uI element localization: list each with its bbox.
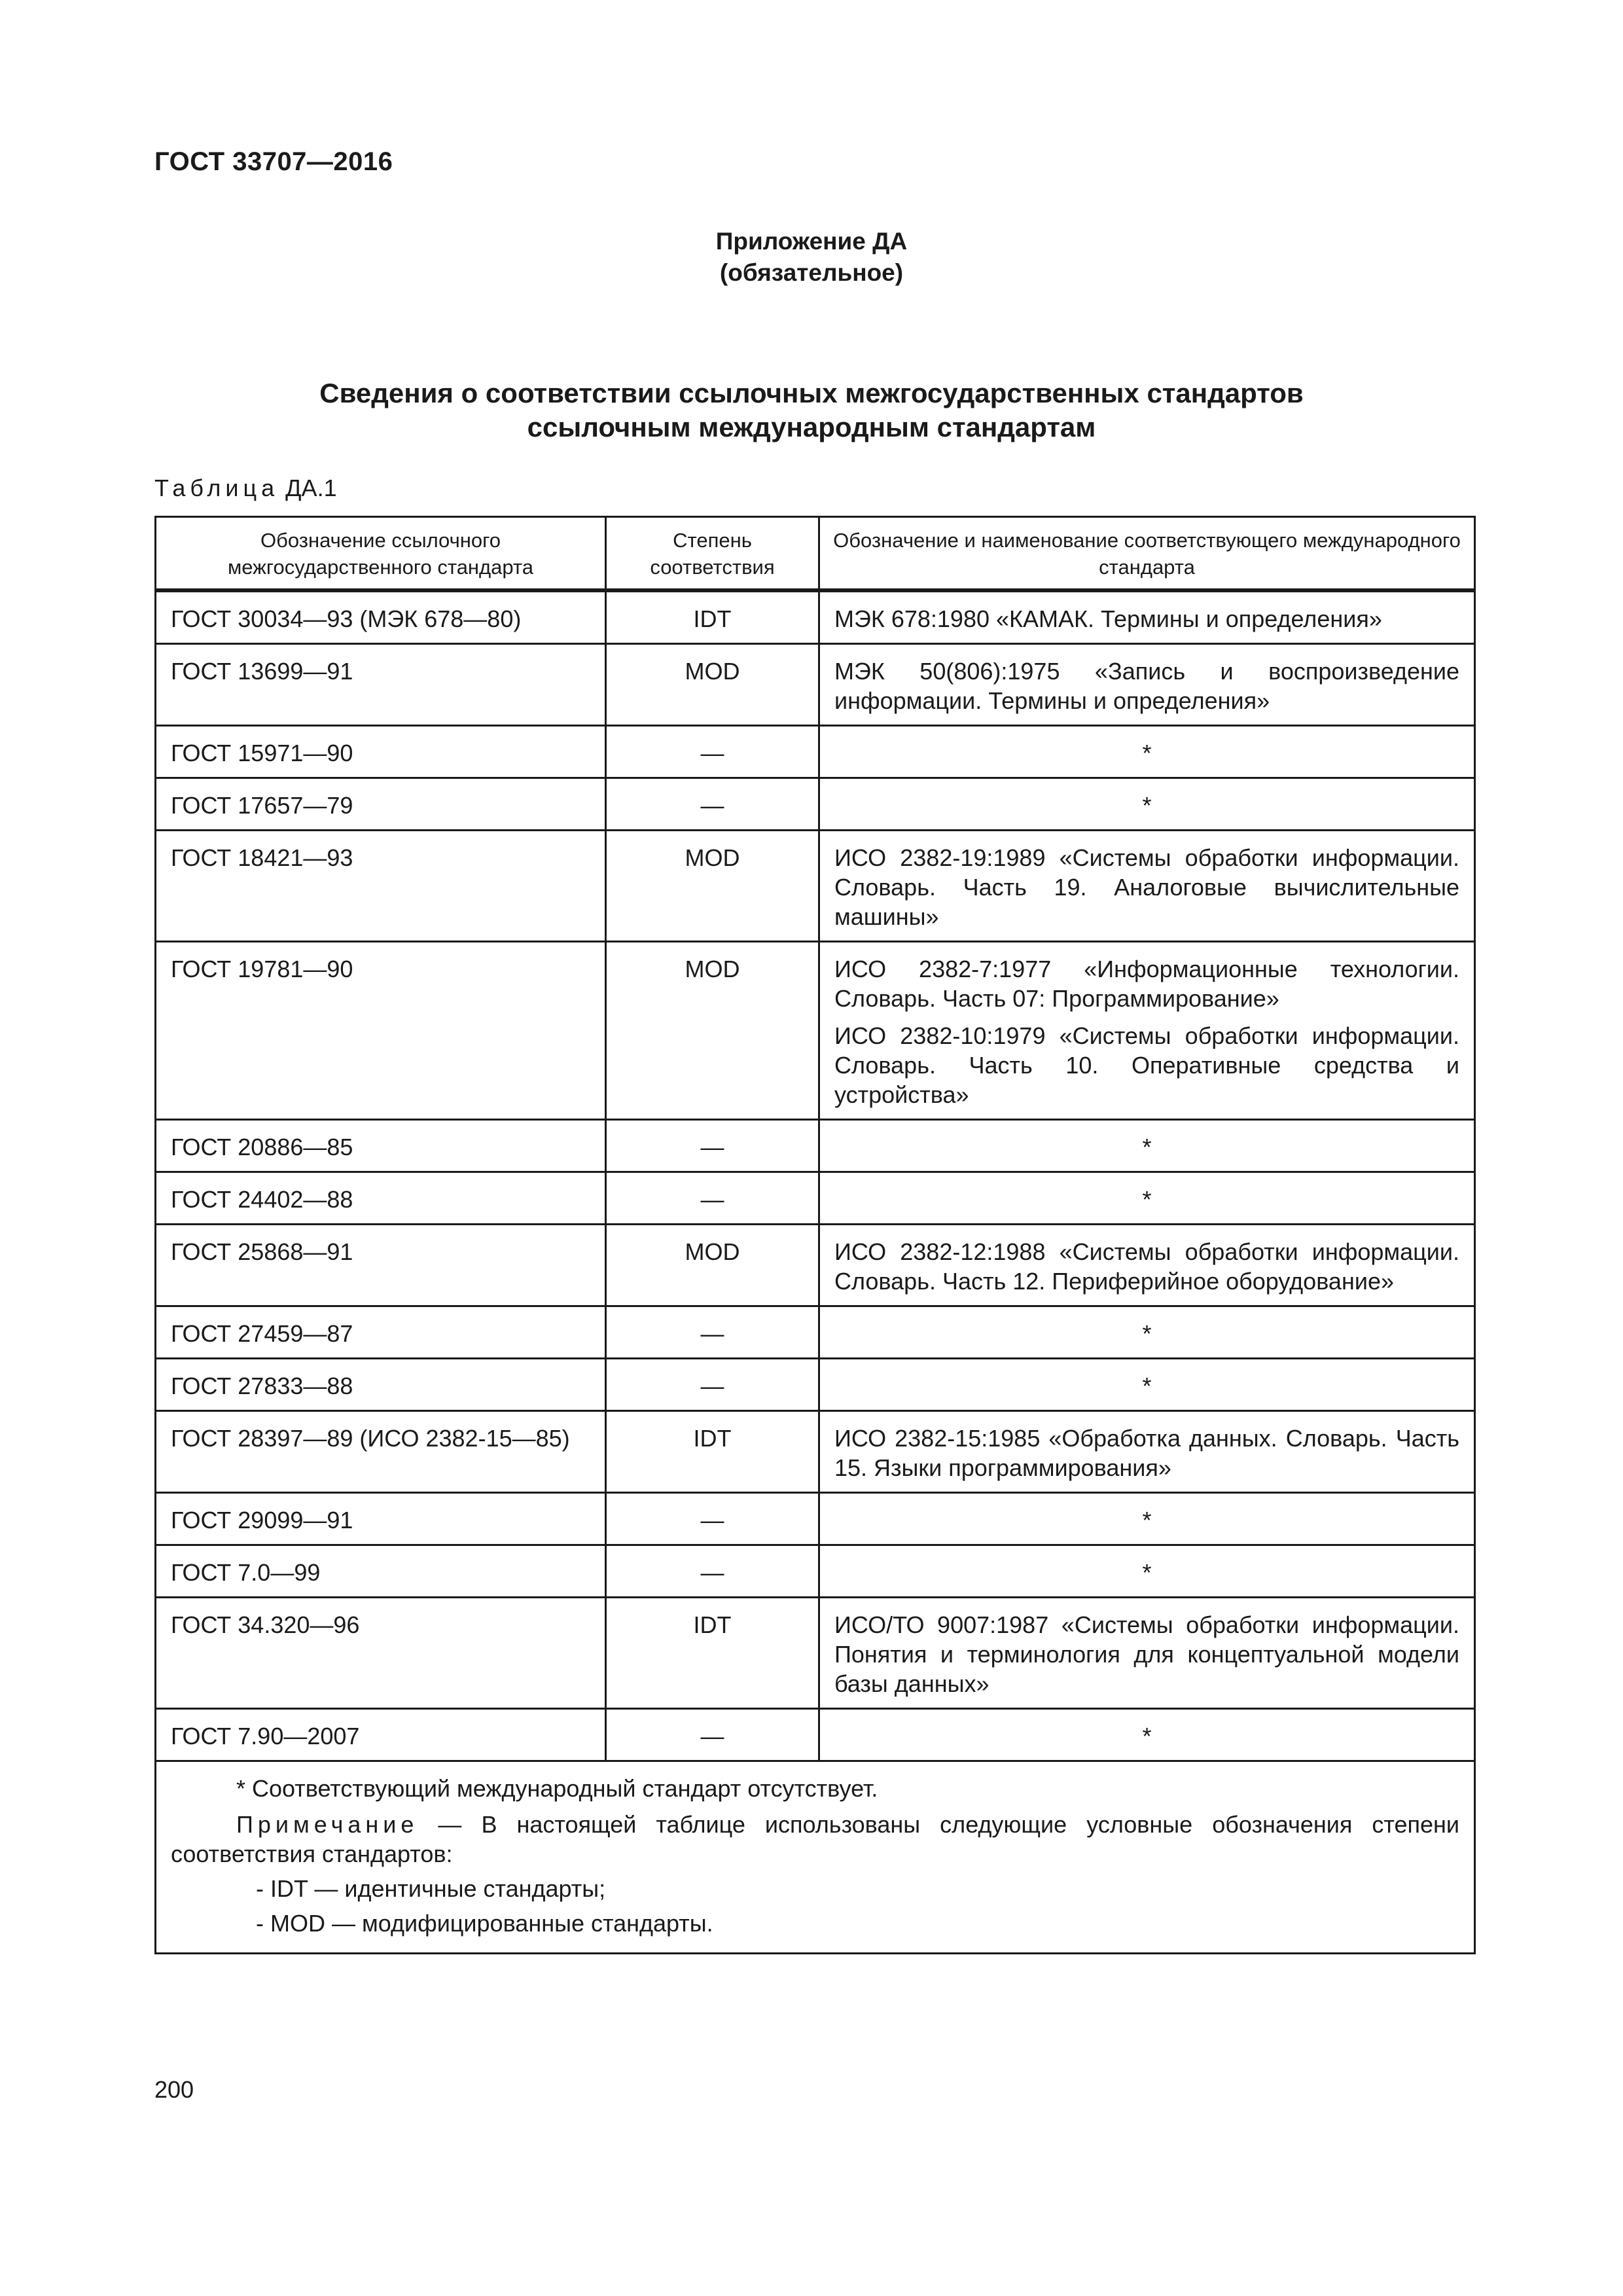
international-standard-entry: * xyxy=(1142,740,1152,766)
cell-degree: MOD xyxy=(606,942,819,1120)
section-title-line-2: ссылочным международным стандартам xyxy=(527,412,1096,442)
international-standard-entry: * xyxy=(1142,1507,1152,1534)
cell-degree: — xyxy=(606,1120,819,1172)
header-international: Обозначение и наименование соответствующего международного стандарта xyxy=(819,517,1475,591)
table-row xyxy=(156,778,1475,831)
table-row xyxy=(156,1172,1475,1225)
cell-standard-designation: ГОСТ 15971—90 xyxy=(156,726,606,778)
international-standard-entry: ИСО 2382-10:1979 «Системы обработки информации. Словарь. Часть 10. Оперативные средства и устройства» xyxy=(834,1022,1459,1108)
cell-international-standard xyxy=(819,1598,1475,1709)
cell-degree: MOD xyxy=(606,1225,819,1306)
cell-standard-designation: ГОСТ 20886—85 xyxy=(156,1120,606,1172)
note-item: - IDT — идентичные стандарты; xyxy=(256,1875,606,1902)
table-body xyxy=(156,590,1475,1761)
page-number: 200 xyxy=(154,2076,194,2103)
cell-degree: — xyxy=(606,778,819,831)
cell-international-standard xyxy=(819,1172,1475,1225)
table-row xyxy=(156,644,1475,726)
footnote: * Соответствующий международный стандарт отсутствует. xyxy=(236,1775,878,1802)
correspondence-table xyxy=(154,516,1476,1954)
international-standard-entry: * xyxy=(1142,792,1152,819)
cell-standard-designation: ГОСТ 28397—89 (ИСО 2382-15—85) xyxy=(156,1411,606,1493)
cell-international-standard xyxy=(819,1359,1475,1411)
international-standard-entry: * xyxy=(1142,1134,1152,1160)
cell-standard-designation: ГОСТ 27459—87 xyxy=(156,1306,606,1359)
header-designation: Обозначение ссылочного межгосударственного стандарта xyxy=(156,517,606,591)
cell-degree: IDT xyxy=(606,1411,819,1493)
international-standard-entry: ИСО 2382-19:1989 «Системы обработки информации. Словарь. Часть 19. Аналоговые вычислительные машины» xyxy=(834,844,1459,930)
table-row xyxy=(156,726,1475,778)
table-row xyxy=(156,942,1475,1120)
international-standard-entry: * xyxy=(1142,1372,1152,1399)
table-caption-number: ДА.1 xyxy=(285,475,337,501)
table-caption-label: Таблица xyxy=(154,475,279,501)
cell-standard-designation: ГОСТ 24402—88 xyxy=(156,1172,606,1225)
table-row xyxy=(156,1598,1475,1709)
annex-heading xyxy=(0,226,1623,289)
international-standard-entry: ИСО 2382-15:1985 «Обработка данных. Словарь. Часть 15. Языки программирования» xyxy=(834,1425,1459,1481)
section-title xyxy=(0,376,1623,444)
note-paragraph xyxy=(171,1810,1459,1869)
cell-degree: — xyxy=(606,1545,819,1598)
table-caption xyxy=(154,475,337,502)
note-label: Примечание xyxy=(236,1811,419,1838)
cell-standard-designation: ГОСТ 19781—90 xyxy=(156,942,606,1120)
international-standard-entry: * xyxy=(1142,1320,1152,1347)
cell-degree: — xyxy=(606,726,819,778)
header-degree: Степень соответствия xyxy=(606,517,819,591)
table-row xyxy=(156,831,1475,942)
cell-standard-designation: ГОСТ 13699—91 xyxy=(156,644,606,726)
note-text: — В настоящей таблице использованы следующие условные обозначения степени соответствия стандартов: xyxy=(171,1811,1459,1867)
international-standard-entry: * xyxy=(1142,1723,1152,1749)
cell-degree: MOD xyxy=(606,644,819,726)
cell-international-standard xyxy=(819,1709,1475,1761)
cell-international-standard xyxy=(819,590,1475,644)
cell-standard-designation: ГОСТ 7.90—2007 xyxy=(156,1709,606,1761)
cell-standard-designation: ГОСТ 34.320—96 xyxy=(156,1598,606,1709)
cell-international-standard xyxy=(819,1120,1475,1172)
cell-international-standard xyxy=(819,1306,1475,1359)
cell-standard-designation: ГОСТ 30034—93 (МЭК 678—80) xyxy=(156,590,606,644)
cell-international-standard xyxy=(819,1411,1475,1493)
cell-international-standard xyxy=(819,831,1475,942)
notes-cell xyxy=(156,1761,1475,1954)
table-row xyxy=(156,1359,1475,1411)
note-item: - MOD — модифицированные стандарты. xyxy=(256,1910,713,1937)
table-row xyxy=(156,590,1475,644)
cell-standard-designation: ГОСТ 7.0—99 xyxy=(156,1545,606,1598)
cell-international-standard xyxy=(819,778,1475,831)
cell-degree: — xyxy=(606,1306,819,1359)
document-id: ГОСТ 33707—2016 xyxy=(154,147,393,176)
cell-standard-designation: ГОСТ 25868—91 xyxy=(156,1225,606,1306)
cell-degree: IDT xyxy=(606,1598,819,1709)
cell-standard-designation: ГОСТ 18421—93 xyxy=(156,831,606,942)
international-standard-entry: ИСО 2382-7:1977 «Информационные технологии. Словарь. Часть 07: Программирование» xyxy=(834,956,1459,1012)
cell-international-standard xyxy=(819,1493,1475,1545)
cell-degree: — xyxy=(606,1359,819,1411)
annex-status: (обязательное) xyxy=(719,259,904,286)
note-list xyxy=(171,1874,1459,1938)
table-row xyxy=(156,1411,1475,1493)
cell-international-standard xyxy=(819,1225,1475,1306)
cell-standard-designation: ГОСТ 17657—79 xyxy=(156,778,606,831)
table-row xyxy=(156,1306,1475,1359)
annex-title: Приложение ДА xyxy=(715,228,908,255)
cell-international-standard xyxy=(819,726,1475,778)
international-standard-entry: ИСО 2382-12:1988 «Системы обработки информации. Словарь. Часть 12. Периферийное оборудование» xyxy=(834,1238,1459,1295)
table-row xyxy=(156,1120,1475,1172)
cell-standard-designation: ГОСТ 27833—88 xyxy=(156,1359,606,1411)
cell-degree: IDT xyxy=(606,590,819,644)
cell-degree: — xyxy=(606,1172,819,1225)
table-header-row xyxy=(156,517,1475,591)
table-row xyxy=(156,1709,1475,1761)
cell-international-standard xyxy=(819,644,1475,726)
cell-international-standard xyxy=(819,942,1475,1120)
cell-international-standard xyxy=(819,1545,1475,1598)
international-standard-entry: * xyxy=(1142,1559,1152,1586)
cell-degree: — xyxy=(606,1709,819,1761)
international-standard-entry: ИСО/ТО 9007:1987 «Системы обработки информации. Понятия и терминология для концептуальной модели базы данных» xyxy=(834,1611,1459,1697)
international-standard-entry: МЭК 678:1980 «КАМАК. Термины и определения» xyxy=(834,605,1382,632)
international-standard-entry: * xyxy=(1142,1186,1152,1213)
cell-degree: — xyxy=(606,1493,819,1545)
table-row xyxy=(156,1545,1475,1598)
cell-standard-designation: ГОСТ 29099—91 xyxy=(156,1493,606,1545)
table-row xyxy=(156,1493,1475,1545)
international-standard-entry: МЭК 50(806):1975 «Запись и воспроизведение информации. Термины и определения» xyxy=(834,658,1459,714)
table-row xyxy=(156,1225,1475,1306)
notes-row xyxy=(156,1761,1475,1954)
cell-degree: MOD xyxy=(606,831,819,942)
section-title-line-1: Сведения о соответствии ссылочных межгосударственных стандартов xyxy=(319,378,1304,408)
